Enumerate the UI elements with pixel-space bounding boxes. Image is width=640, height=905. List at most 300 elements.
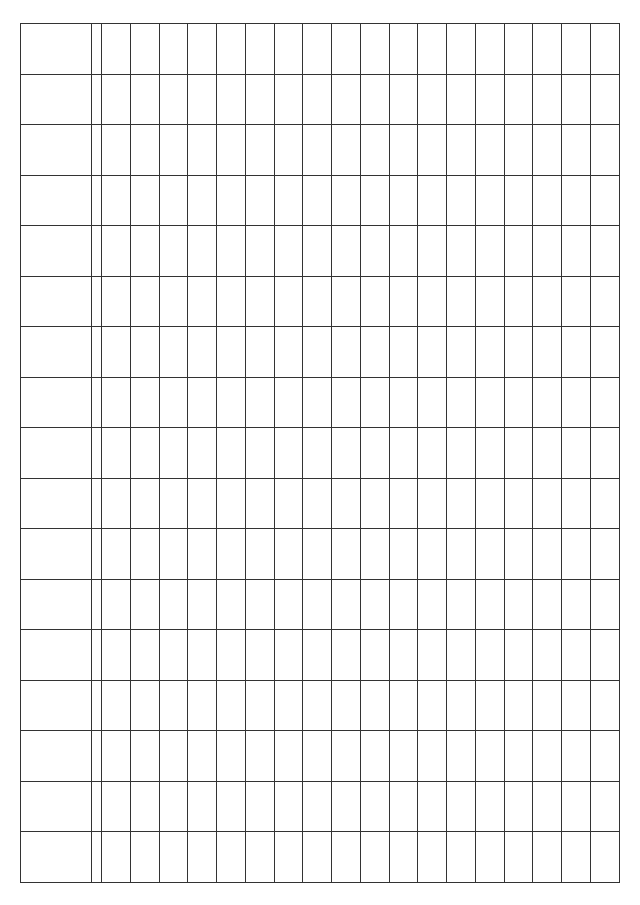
table-cell — [562, 23, 591, 74]
table-cell — [418, 579, 447, 630]
table-cell — [360, 427, 389, 478]
table-cell — [130, 74, 159, 125]
table-cell — [360, 781, 389, 832]
table-cell — [591, 377, 620, 428]
table-cell — [274, 730, 303, 781]
table-cell — [447, 831, 476, 882]
table-cell — [274, 23, 303, 74]
table-cell — [360, 528, 389, 579]
table-cell — [159, 579, 188, 630]
table-cell — [562, 175, 591, 226]
table-cell — [303, 326, 332, 377]
table-cell — [360, 730, 389, 781]
table-cell — [159, 225, 188, 276]
table-cell — [389, 579, 418, 630]
table-cell — [591, 326, 620, 377]
table-cell — [533, 781, 562, 832]
table-cell — [418, 23, 447, 74]
table-cell — [504, 124, 533, 175]
table-cell — [591, 781, 620, 832]
table-cell — [591, 528, 620, 579]
table-cell — [92, 730, 102, 781]
table-cell — [130, 225, 159, 276]
table-cell — [159, 23, 188, 74]
table-cell — [274, 629, 303, 680]
table-cell — [332, 225, 361, 276]
table-cell — [332, 478, 361, 529]
table-cell — [447, 377, 476, 428]
table-cell — [102, 781, 131, 832]
table-row — [188, 23, 217, 882]
table-cell — [533, 680, 562, 731]
table-cell — [159, 124, 188, 175]
table-cell — [504, 680, 533, 731]
table-cell — [245, 124, 274, 175]
table-cell — [533, 579, 562, 630]
table-cell — [92, 276, 102, 327]
table-cell — [303, 831, 332, 882]
table-cell — [130, 478, 159, 529]
table-row — [562, 23, 591, 882]
table-cell — [188, 23, 217, 74]
table-cell — [102, 225, 131, 276]
table-cell — [562, 276, 591, 327]
table-cell — [188, 579, 217, 630]
table-cell — [188, 175, 217, 226]
table-cell — [130, 781, 159, 832]
table-cell — [418, 276, 447, 327]
table-cell — [332, 730, 361, 781]
table-cell — [130, 629, 159, 680]
table-cell — [21, 427, 92, 478]
table-cell — [418, 680, 447, 731]
table-cell — [102, 579, 131, 630]
table-cell — [418, 326, 447, 377]
table-cell — [504, 23, 533, 74]
table-cell — [475, 124, 504, 175]
table-cell — [360, 124, 389, 175]
table-row — [533, 23, 562, 882]
table-cell — [159, 74, 188, 125]
table-cell — [92, 528, 102, 579]
table-cell — [533, 74, 562, 125]
table-cell — [159, 326, 188, 377]
table-cell — [159, 528, 188, 579]
table-cell — [332, 629, 361, 680]
table-cell — [159, 730, 188, 781]
table-cell — [245, 680, 274, 731]
table-cell — [102, 124, 131, 175]
table-cell — [102, 23, 131, 74]
table-cell — [130, 23, 159, 74]
table-cell — [447, 629, 476, 680]
table-cell — [21, 326, 92, 377]
table-cell — [274, 175, 303, 226]
table-cell — [217, 175, 246, 226]
table-cell — [475, 377, 504, 428]
table-cell — [360, 629, 389, 680]
table-row — [102, 23, 131, 882]
table-cell — [130, 579, 159, 630]
table-cell — [591, 478, 620, 529]
table-cell — [504, 74, 533, 125]
table-cell — [188, 629, 217, 680]
table-cell — [303, 23, 332, 74]
table-cell — [504, 730, 533, 781]
table-cell — [504, 478, 533, 529]
table-cell — [217, 124, 246, 175]
table-cell — [21, 23, 92, 74]
table-cell — [130, 680, 159, 731]
table-cell — [92, 124, 102, 175]
table-cell — [562, 478, 591, 529]
table-cell — [245, 23, 274, 74]
table-cell — [418, 175, 447, 226]
table-cell — [504, 781, 533, 832]
table-cell — [332, 326, 361, 377]
table-cell — [504, 326, 533, 377]
table-cell — [245, 74, 274, 125]
table-cell — [332, 23, 361, 74]
table-cell — [533, 23, 562, 74]
table-cell — [159, 377, 188, 428]
table-cell — [591, 579, 620, 630]
table-cell — [562, 225, 591, 276]
table-cell — [274, 276, 303, 327]
table-cell — [475, 175, 504, 226]
table-cell — [475, 831, 504, 882]
table-cell — [533, 225, 562, 276]
table-cell — [188, 528, 217, 579]
table-row — [447, 23, 476, 882]
table-cell — [475, 781, 504, 832]
table-cell — [389, 74, 418, 125]
table-cell — [92, 579, 102, 630]
table-cell — [591, 680, 620, 731]
table-cell — [188, 124, 217, 175]
table-cell — [475, 528, 504, 579]
table-cell — [274, 124, 303, 175]
table-cell — [332, 377, 361, 428]
table-cell — [591, 175, 620, 226]
table-cell — [475, 478, 504, 529]
table-cell — [389, 225, 418, 276]
table-cell — [217, 74, 246, 125]
table-cell — [475, 23, 504, 74]
table-cell — [92, 629, 102, 680]
table-cell — [130, 175, 159, 226]
table-cell — [274, 326, 303, 377]
table-cell — [92, 478, 102, 529]
table-cell — [21, 74, 92, 125]
table-cell — [360, 225, 389, 276]
table-cell — [303, 175, 332, 226]
table-cell — [504, 528, 533, 579]
table-cell — [475, 427, 504, 478]
table-cell — [217, 831, 246, 882]
table-cell — [591, 225, 620, 276]
table-cell — [188, 74, 217, 125]
table-cell — [245, 579, 274, 630]
table-cell — [389, 427, 418, 478]
table-cell — [130, 377, 159, 428]
table-cell — [447, 680, 476, 731]
table-cell — [102, 680, 131, 731]
table-cell — [447, 326, 476, 377]
table-cell — [533, 478, 562, 529]
table-cell — [92, 831, 102, 882]
table-cell — [591, 124, 620, 175]
table-cell — [562, 427, 591, 478]
table-cell — [418, 528, 447, 579]
table-cell — [245, 377, 274, 428]
table-cell — [217, 427, 246, 478]
table-cell — [217, 528, 246, 579]
table-cell — [92, 781, 102, 832]
table-cell — [245, 175, 274, 226]
table-cell — [332, 680, 361, 731]
table-cell — [92, 74, 102, 125]
table-cell — [418, 74, 447, 125]
table-cell — [475, 225, 504, 276]
table-row — [130, 23, 159, 882]
table-cell — [303, 478, 332, 529]
table-row — [332, 23, 361, 882]
table-cell — [92, 427, 102, 478]
table-cell — [562, 831, 591, 882]
table-cell — [274, 74, 303, 125]
table-cell — [303, 781, 332, 832]
table-cell — [217, 730, 246, 781]
table-cell — [188, 730, 217, 781]
table-cell — [21, 175, 92, 226]
table-cell — [332, 427, 361, 478]
table-row — [245, 23, 274, 882]
table-cell — [217, 781, 246, 832]
table-cell — [130, 730, 159, 781]
table-cell — [130, 326, 159, 377]
table-cell — [389, 175, 418, 226]
table-cell — [447, 124, 476, 175]
table-cell — [102, 326, 131, 377]
table-cell — [475, 629, 504, 680]
table-cell — [102, 74, 131, 125]
table-cell — [447, 175, 476, 226]
table-cell — [303, 680, 332, 731]
table-cell — [533, 175, 562, 226]
table-cell — [303, 427, 332, 478]
table-cell — [102, 528, 131, 579]
table-cell — [533, 831, 562, 882]
table-cell — [21, 377, 92, 428]
table-cell — [591, 629, 620, 680]
table-cell — [159, 680, 188, 731]
table-cell — [447, 225, 476, 276]
table-cell — [360, 23, 389, 74]
table-cell — [389, 23, 418, 74]
table-cell — [504, 175, 533, 226]
table-cell — [188, 781, 217, 832]
table-cell — [102, 478, 131, 529]
table-cell — [159, 427, 188, 478]
table-cell — [360, 74, 389, 125]
table-cell — [332, 528, 361, 579]
table-cell — [360, 831, 389, 882]
table-cell — [447, 781, 476, 832]
table-cell — [447, 276, 476, 327]
table-cell — [102, 427, 131, 478]
table-cell — [504, 225, 533, 276]
table-cell — [360, 680, 389, 731]
table-cell — [274, 781, 303, 832]
table-cell — [475, 730, 504, 781]
table-cell — [389, 730, 418, 781]
table-cell — [533, 528, 562, 579]
table-cell — [188, 225, 217, 276]
table-cell — [130, 427, 159, 478]
table-cell — [332, 74, 361, 125]
table-cell — [504, 831, 533, 882]
table-cell — [217, 276, 246, 327]
table-cell — [188, 831, 217, 882]
table-cell — [274, 680, 303, 731]
table-cell — [102, 175, 131, 226]
table-cell — [447, 528, 476, 579]
table-cell — [389, 680, 418, 731]
table-cell — [389, 831, 418, 882]
table-cell — [332, 579, 361, 630]
table-row — [389, 23, 418, 882]
table-cell — [360, 478, 389, 529]
table-cell — [418, 124, 447, 175]
table-cell — [245, 781, 274, 832]
table-cell — [504, 427, 533, 478]
table-row — [303, 23, 332, 882]
table-cell — [159, 175, 188, 226]
table-cell — [533, 124, 562, 175]
table-cell — [102, 377, 131, 428]
table-cell — [303, 730, 332, 781]
table-cell — [92, 377, 102, 428]
table-cell — [245, 225, 274, 276]
table-cell — [332, 124, 361, 175]
table-cell — [274, 225, 303, 276]
table-cell — [159, 831, 188, 882]
table-cell — [389, 781, 418, 832]
table-cell — [447, 579, 476, 630]
table-cell — [562, 124, 591, 175]
table-cell — [21, 528, 92, 579]
table-cell — [130, 124, 159, 175]
table-cell — [102, 730, 131, 781]
table-cell — [562, 781, 591, 832]
table-cell — [188, 326, 217, 377]
table-cell — [130, 276, 159, 327]
table-cell — [245, 427, 274, 478]
table-cell — [418, 478, 447, 529]
table-cell — [303, 629, 332, 680]
table-frame — [20, 23, 620, 883]
table-cell — [389, 326, 418, 377]
table-cell — [475, 579, 504, 630]
table-cell — [92, 225, 102, 276]
table-cell — [245, 730, 274, 781]
table-row — [591, 23, 620, 882]
table-cell — [21, 831, 92, 882]
table-cell — [418, 781, 447, 832]
table-cell — [303, 225, 332, 276]
table-cell — [562, 528, 591, 579]
table-cell — [562, 629, 591, 680]
table-cell — [533, 629, 562, 680]
table-cell — [21, 124, 92, 175]
table-cell — [159, 276, 188, 327]
table-cell — [591, 831, 620, 882]
table-cell — [504, 579, 533, 630]
table-cell — [591, 23, 620, 74]
table-cell — [447, 74, 476, 125]
table-cell — [332, 276, 361, 327]
table-cell — [533, 326, 562, 377]
table-cell — [332, 175, 361, 226]
table-cell — [217, 579, 246, 630]
table-cell — [360, 175, 389, 226]
table-cell — [21, 781, 92, 832]
table-row — [217, 23, 246, 882]
table-cell — [418, 831, 447, 882]
table-cell — [102, 831, 131, 882]
table-cell — [418, 629, 447, 680]
table-cell — [21, 629, 92, 680]
column-number-row — [92, 23, 102, 882]
table-cell — [591, 276, 620, 327]
table-row — [475, 23, 504, 882]
table-row — [360, 23, 389, 882]
table-cell — [21, 730, 92, 781]
table-cell — [217, 478, 246, 529]
table-cell — [303, 377, 332, 428]
table-cell — [360, 326, 389, 377]
table-cell — [274, 478, 303, 529]
table-cell — [188, 377, 217, 428]
table-cell — [533, 730, 562, 781]
works-table — [20, 23, 620, 883]
table-cell — [217, 377, 246, 428]
table-cell — [188, 478, 217, 529]
table-cell — [303, 579, 332, 630]
table-cell — [217, 23, 246, 74]
table-cell — [475, 326, 504, 377]
table-row — [159, 23, 188, 882]
table-cell — [159, 781, 188, 832]
table-cell — [92, 326, 102, 377]
table-cell — [447, 478, 476, 529]
table-cell — [562, 377, 591, 428]
header-row — [21, 23, 92, 882]
table-cell — [21, 276, 92, 327]
table-cell — [360, 276, 389, 327]
table-cell — [591, 730, 620, 781]
table-cell — [360, 377, 389, 428]
table-cell — [504, 629, 533, 680]
table-cell — [389, 276, 418, 327]
table-cell — [188, 427, 217, 478]
table-cell — [159, 478, 188, 529]
table-cell — [360, 579, 389, 630]
table-cell — [303, 276, 332, 327]
table-cell — [332, 781, 361, 832]
table-cell — [130, 528, 159, 579]
